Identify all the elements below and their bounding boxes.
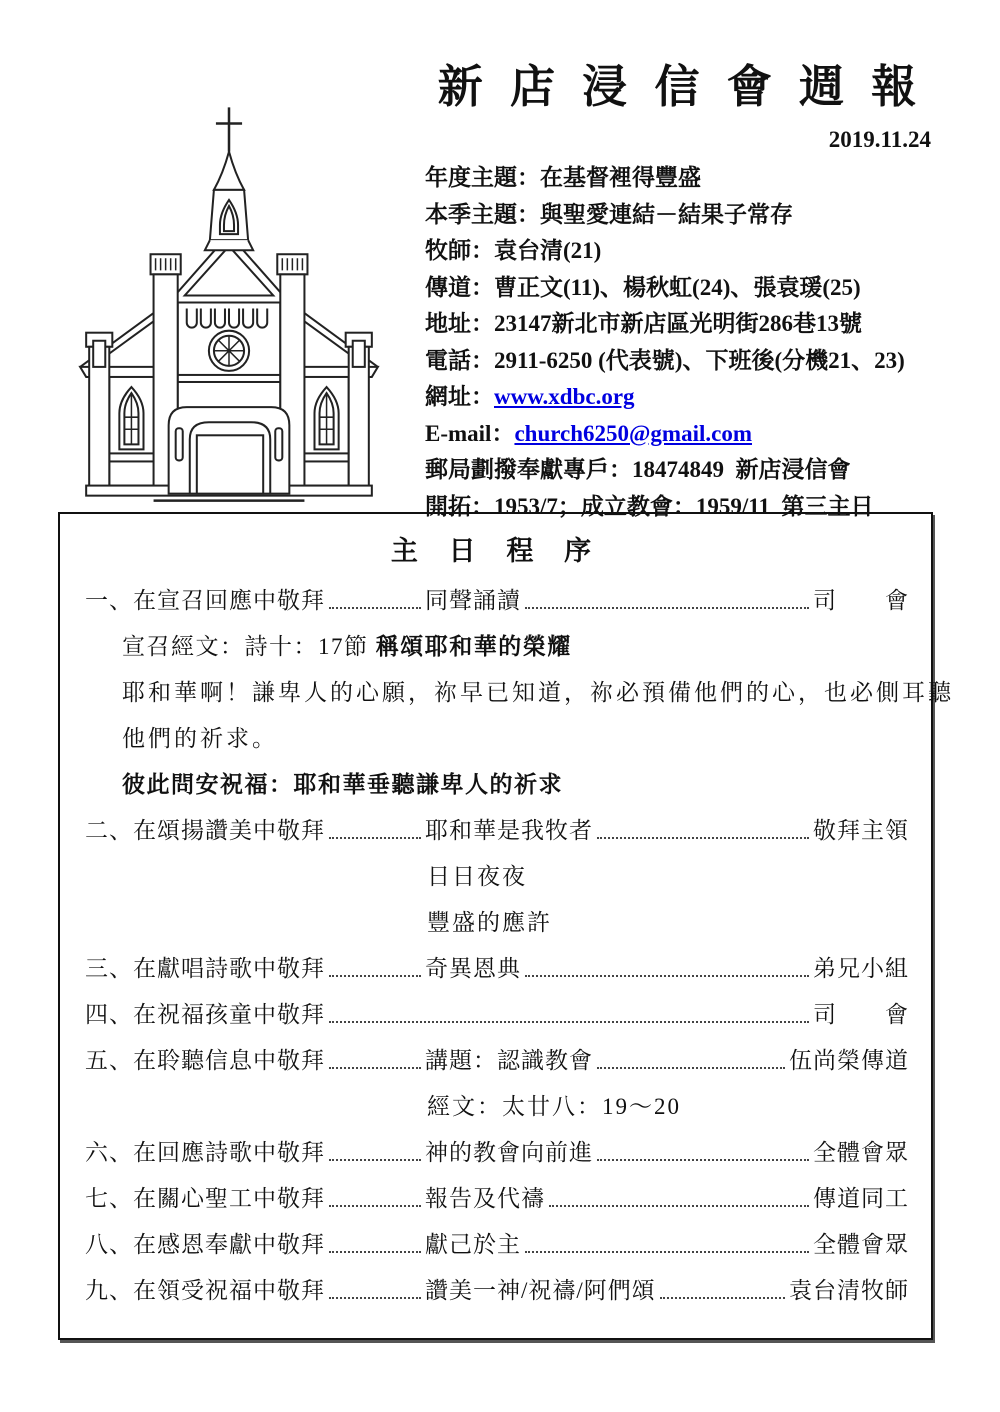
program-leader-label: 袁台清牧師: [789, 1278, 909, 1303]
church-illustration: [58, 92, 400, 507]
program-content-label: 獻己於主: [425, 1232, 521, 1257]
program-row-8: [85, 1232, 909, 1258]
program-item-label: 九、在領受祝福中敬拜: [85, 1278, 325, 1303]
hymn-subline-2: 豐盛的應許: [427, 910, 552, 935]
program-content-label: 讚美一神/祝禱/阿們頌: [425, 1278, 656, 1303]
dot-leader: [329, 1159, 421, 1161]
email-line: [425, 416, 937, 453]
church-info-block: [425, 160, 937, 525]
program-row-4: [85, 1002, 909, 1028]
program-row-9: [85, 1278, 909, 1304]
call-scripture-line: [122, 634, 909, 660]
founding-line: 開拓：1953/7；成立教會：1959/11 第三主日: [425, 493, 874, 519]
dot-leader: [525, 975, 809, 977]
dot-leader: [329, 1251, 421, 1253]
sermon-scripture-line: 經文：太廿八：19～20: [427, 1094, 681, 1119]
bulletin-title: 新 店 浸 信 會 週 報: [437, 62, 925, 112]
dot-leader: [329, 607, 421, 609]
program-row-1: [85, 588, 909, 614]
program-content-label: 奇異恩典: [425, 956, 521, 981]
email-link[interactable]: church6250@gmail.com: [514, 420, 752, 446]
call-scripture-label: 宣召經文：詩十：17節: [122, 634, 376, 659]
program-item-label: 六、在回應詩歌中敬拜: [85, 1140, 325, 1165]
ministers-line: 傳道：曹正文(11)、楊秋虹(24)、張袁瑗(25): [425, 274, 861, 300]
dot-leader: [597, 837, 809, 839]
bulletin-header: [425, 50, 937, 525]
issue-date: 2019.11.24: [828, 127, 931, 152]
program-leader-label: 弟兄小組: [813, 956, 909, 981]
dot-leader: [549, 1205, 809, 1207]
program-row-7: [85, 1186, 909, 1212]
program-row-5: [85, 1048, 909, 1074]
website-line: [425, 379, 937, 416]
program-row-6: [85, 1140, 909, 1166]
program-item-label: 一、在宣召回應中敬拜: [85, 588, 325, 613]
call-scripture-title: 稱頌耶和華的榮耀: [375, 634, 572, 659]
program-row-3: [85, 956, 909, 982]
program-row-2: [85, 818, 909, 844]
program-leader-label: 伍尚榮傳道: [789, 1048, 909, 1073]
program-leader-label: 司 會: [813, 1002, 909, 1027]
dot-leader: [329, 975, 421, 977]
dot-leader: [597, 1067, 785, 1069]
greeting-blessing-line: 彼此問安祝福：耶和華垂聽謙卑人的祈求: [122, 772, 563, 797]
program-title: 主 日 程 序: [390, 536, 604, 566]
program-item-label: 二、在頌揚讚美中敬拜: [85, 818, 325, 843]
program-leader-label: 敬拜主領: [813, 818, 909, 843]
pastor-line: 牧師：袁台清(21): [425, 238, 602, 263]
program-content-label: 同聲誦讀: [425, 588, 521, 613]
dot-leader: [525, 607, 809, 609]
dot-leader: [329, 1067, 421, 1069]
email-label: E-mail：: [425, 420, 515, 446]
program-leader-label: 傳道同工: [813, 1186, 909, 1211]
dot-leader: [660, 1297, 785, 1299]
scripture-text-line-1: 耶和華啊！謙卑人的心願，祢早已知道，祢必預備他們的心，也必側耳聽: [122, 680, 954, 705]
program-item-label: 七、在關心聖工中敬拜: [85, 1186, 325, 1211]
dot-leader: [525, 1251, 809, 1253]
program-item-label: 三、在獻唱詩歌中敬拜: [85, 956, 325, 981]
annual-theme: 年度主題：在基督裡得豐盛: [425, 165, 701, 190]
postal-account-line: 郵局劃撥奉獻專戶：18474849 新店浸信會: [425, 457, 851, 482]
dot-leader: [597, 1159, 809, 1161]
program-content-label: 講題：認識教會: [425, 1048, 593, 1073]
program-content-label: 耶和華是我牧者: [425, 818, 593, 843]
website-label: 網址：: [425, 384, 494, 409]
phone-line: 電話：2911-6250 (代表號)、下班後(分機21、23): [425, 347, 905, 373]
program-leader-label: 司 會: [813, 588, 909, 613]
program-item-label: 四、在祝福孩童中敬拜: [85, 1002, 325, 1027]
church-line-art-icon: [58, 92, 400, 507]
website-link[interactable]: www.xdbc.org: [494, 384, 635, 409]
program-content-label: 報告及代禱: [425, 1186, 545, 1211]
program-item-label: 五、在聆聽信息中敬拜: [85, 1048, 325, 1073]
scripture-text-line-2: 他們的祈求。: [122, 726, 278, 751]
program-leader-label: 全體會眾: [813, 1140, 909, 1165]
program-content-label: 神的教會向前進: [425, 1140, 593, 1165]
sunday-program-box: [58, 512, 954, 1340]
address-line: 地址：23147新北市新店區光明街286巷13號: [425, 311, 862, 336]
season-theme: 本季主題：與聖愛連結－結果子常存: [425, 201, 793, 227]
dot-leader: [329, 1205, 421, 1207]
program-leader-label: 全體會眾: [813, 1232, 909, 1257]
program-item-label: 八、在感恩奉獻中敬拜: [85, 1232, 325, 1257]
dot-leader: [329, 1021, 809, 1023]
hymn-subline-1: 日日夜夜: [427, 864, 527, 889]
dot-leader: [329, 837, 421, 839]
dot-leader: [329, 1297, 421, 1299]
